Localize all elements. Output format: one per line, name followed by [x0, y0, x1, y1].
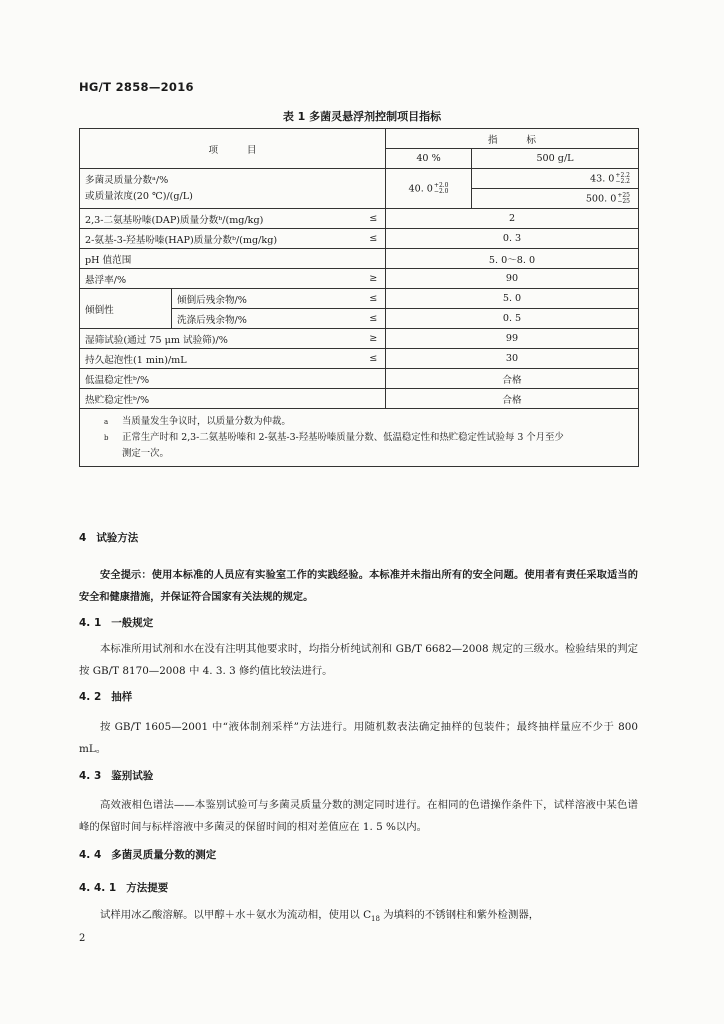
row-label-wash-residue: 洗涤后残余物/% [172, 309, 362, 329]
row-label-wet-sieve: 湿筛试验(通过 75 μm 试验筛)/% [80, 329, 362, 349]
row-value-wash-residue: 0. 5 [386, 309, 639, 329]
note-b: b 正常生产时和 2,3-二氨基吩嗪和 2-氨基-3-羟基吩嗪质量分数、低温稳定性和热贮稳定性试验每 3 个月至少 [104, 432, 564, 443]
row-label-foam: 持久起泡性(1 min)/mL [80, 349, 362, 369]
section-4-4-heading: 4. 4 多菌灵质量分数的测定 [79, 849, 217, 861]
header-item: 项 目 [80, 129, 386, 169]
note-b-cont: 测定一次。 [122, 448, 169, 459]
row-label-ph: pH 值范围 [80, 249, 362, 269]
row-value-heat-storage: 合格 [386, 389, 639, 409]
section-4-1-heading: 4. 1 一般规定 [79, 617, 154, 629]
content-value-500-fraction: 43. 0 +2.2 −2.2 [472, 169, 639, 189]
row-value-low-temp: 合格 [386, 369, 639, 389]
section-4-2-heading: 4. 2 抽样 [79, 691, 133, 703]
row-value-pour-residue: 5. 0 [386, 289, 639, 309]
spec-table [79, 128, 639, 467]
row-content-label-b: 或质量浓度(20 ℃)/(g/L) [85, 190, 193, 202]
section-4-4-1-text: 试样用冰乙酸溶解。以甲醇＋水＋氨水为流动相，使用以 $C_{18}$ 为填料的不锈钢柱和紫外检测器， [100, 909, 540, 924]
row-op-heat-storage [362, 389, 386, 409]
section-4-3-heading: 4. 3 鉴别试验 [79, 770, 154, 782]
section-4-3-text: 高效液相色谱法——本鉴别试验可与多菌灵质量分数的测定同时进行。在相同的色谱操作条件下，试样溶液中某色谱峰的保留时间与标样溶液中多菌灵的保留时间的相对差值应在 1. 5 %以内。 [79, 799, 638, 833]
row-op-pour-residue: ≤ [362, 289, 386, 309]
standard-code: HG/T 2858—2016 [79, 80, 194, 94]
content-value-500-concentration: 500. 0 +25 −25 [472, 189, 639, 209]
section-4-1-text: 本标准所用试剂和水在没有注明其他要求时，均指分析纯试剂和 GB/T 6682—2008 规定的三级水。检验结果的判定按 GB/T 8170—2008 中 4. 3. 3 修约值比较法进行。 [79, 643, 638, 677]
table-notes [80, 409, 639, 467]
row-content-label-a: 多菌灵质量分数ᵃ/% [85, 174, 169, 186]
row-label-dap: 2,3-二氨基吩嗪(DAP)质量分数ᵇ/(mg/kg) [80, 209, 362, 229]
row-label-pour-residue: 倾倒后残余物/% [172, 289, 362, 309]
row-op-hap: ≤ [362, 229, 386, 249]
row-op-low-temp [362, 369, 386, 389]
row-op-wet-sieve: ≥ [362, 329, 386, 349]
header-spec-500: 500 g/L [472, 149, 639, 169]
header-spec-40: 40 % [386, 149, 472, 169]
row-value-dap: 2 [386, 209, 639, 229]
row-op-foam: ≤ [362, 349, 386, 369]
note-a: a 当质量发生争议时，以质量分数为仲裁。 [104, 416, 291, 427]
content-value-40: 40. 0 +2.0 −2.0 [386, 169, 472, 209]
row-op-dap: ≤ [362, 209, 386, 229]
row-op-suspensibility: ≥ [362, 269, 386, 289]
row-label-suspensibility: 悬浮率/% [80, 269, 362, 289]
row-label-heat-storage: 热贮稳定性ᵇ/% [80, 389, 362, 409]
safety-notice: 安全提示：使用本标准的人员应有实验室工作的实践经验。本标准并未指出所有的安全问题。使用者有责任采取适当的安全和健康措施，并保证符合国家有关法规的规定。 [79, 570, 638, 603]
row-label-low-temp: 低温稳定性ᵇ/% [80, 369, 362, 389]
row-label-pourability: 倾倒性 [80, 289, 172, 329]
row-value-suspensibility: 90 [386, 269, 639, 289]
row-value-ph: 5. 0～8. 0 [386, 249, 639, 269]
section-4-heading: 4 试验方法 [79, 532, 139, 544]
header-index: 指 标 [386, 129, 639, 149]
page-number: 2 [79, 933, 86, 944]
section-4-2-text: 按 GB/T 1605—2001 中“液体制剂采样”方法进行。用随机数表法确定抽样的包装件；最终抽样量应不少于 800 mL。 [79, 721, 638, 755]
row-op-wash-residue: ≤ [362, 309, 386, 329]
table-caption: 表 1 多菌灵悬浮剂控制项目指标 [282, 110, 442, 123]
row-content-label [80, 169, 386, 209]
row-label-hap: 2-氨基-3-羟基吩嗪(HAP)质量分数ᵇ/(mg/kg) [80, 229, 362, 249]
row-value-hap: 0. 3 [386, 229, 639, 249]
row-op-ph [362, 249, 386, 269]
row-value-foam: 30 [386, 349, 639, 369]
section-4-4-1-heading: 4. 4. 1 方法提要 [79, 882, 169, 894]
row-value-wet-sieve: 99 [386, 329, 639, 349]
